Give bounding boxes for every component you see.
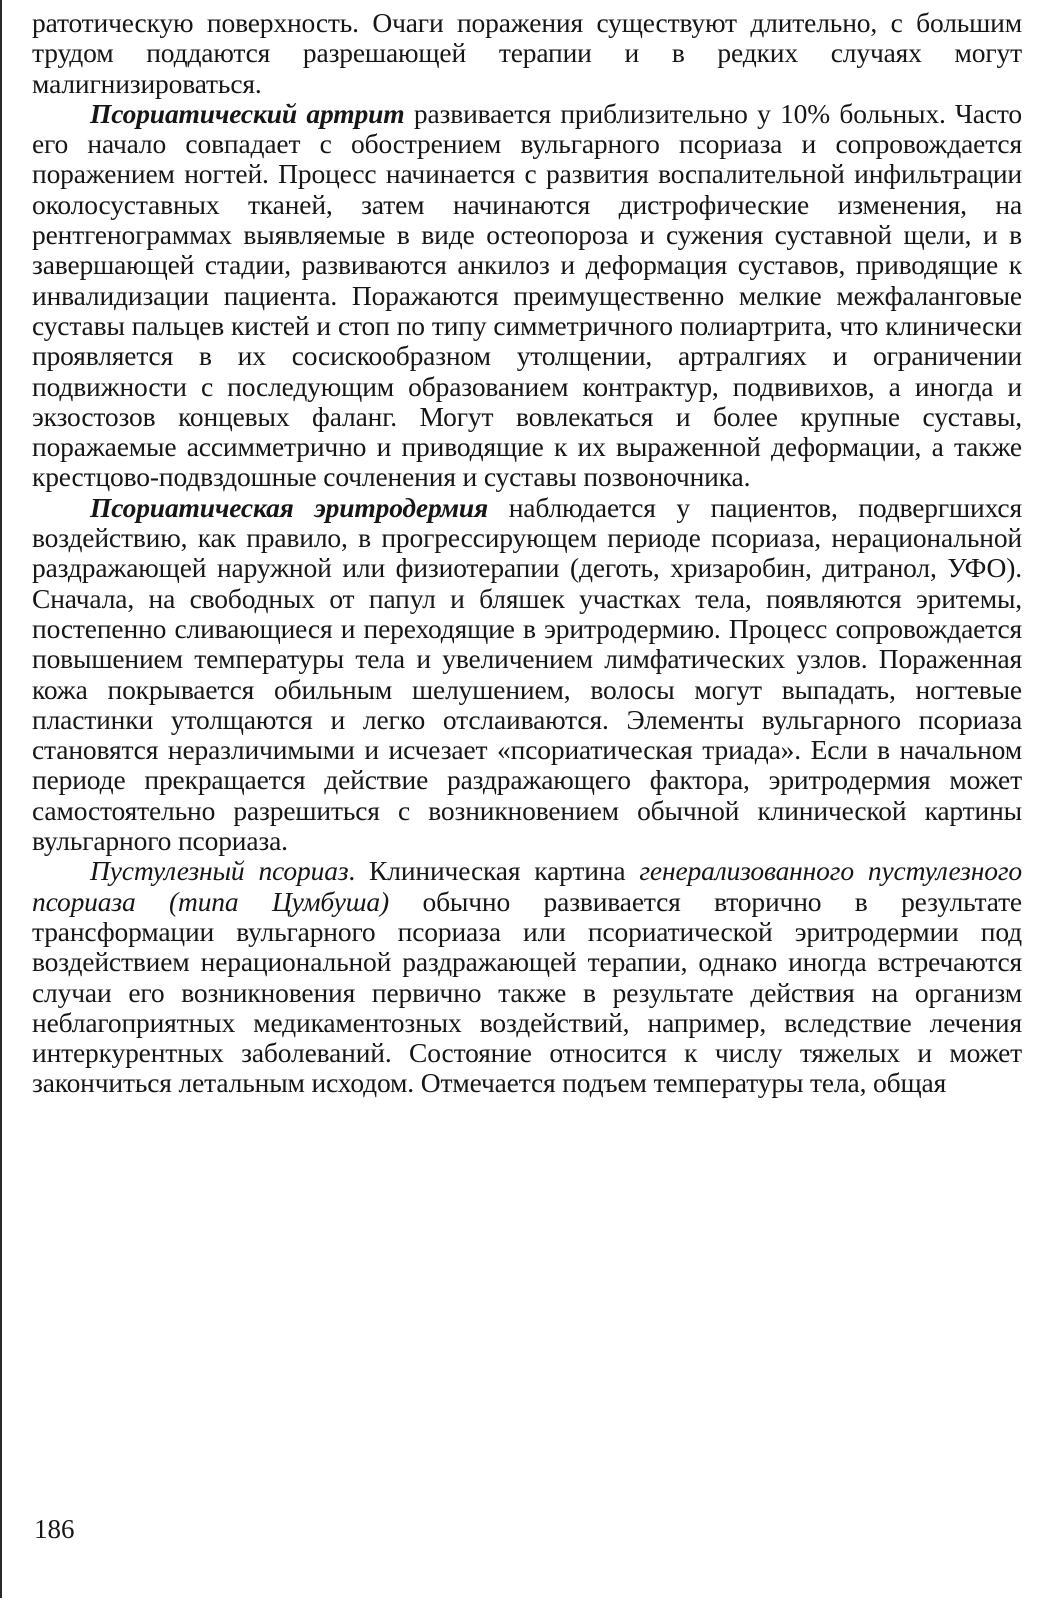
body-text: наблюдается у пациентов, подвергшихся воздействию, как правило, в прогрессирующем периоде псориаза, нерациональной раздражающей наружной или физиотерапии (деготь, хризаробин, дитранол, УФО). Сначала, на свободных от папул и бляшек участках тела, появляются эритемы, постепенно сливающиеся и переходящие в эритродермию. Процесс сопровождается повышением температуры тела и увеличением лимфатических узлов. Пораженная кожа покрывается обильным шелушением, волосы могут выпадать, ногтевые пластинки утолщаются и легко отслаиваются. Элементы вульгарного псориаза становятся неразличимыми и исчезает «псориатическая триада». Если в начальном периоде прекращается действие раздражающего фактора, эритродермия может самостоятельно разрешиться с возникновением обычной клинической картины вульгарного псориаза.	[32, 491, 1022, 857]
body-text: ратотическую поверхность. Очаги поражения существуют длительно, с большим трудом поддаются разрешающей терапии и в редких случаях могут малигнизироваться.	[32, 7, 1022, 99]
page-number: 186	[34, 1514, 75, 1544]
paragraph	[32, 99, 1022, 493]
paragraph	[32, 8, 1022, 99]
term-heading: Пустулезный псориаз	[90, 855, 349, 887]
body-text: . Клиническая картина	[348, 855, 640, 887]
body-text: обычно развивается вторично в результате трансформации вульгарного псориаза или псориатической эритродермии под воздействием нерациональной раздражающей терапии, однако иногда встречаются случаи его возникновения первично также в результате действия на организм неблагоприятных медикаментозных воздействий, например, вследствие лечения интеркурентных заболеваний. Состояние относится к числу тяжелых и может закончиться летальным исходом. Отмечается подъем температуры тела, общая	[32, 885, 1022, 1099]
term-heading: Псориатическая эритродермия	[90, 491, 489, 523]
paragraph	[32, 856, 1022, 1098]
paragraph	[32, 493, 1022, 857]
term-heading: генерализованного пустулезного псориаза (типа Цумбуша)	[32, 855, 1022, 917]
text-column	[32, 8, 1022, 1099]
term-heading: Псориатический артрит	[90, 97, 405, 129]
body-text: развивается приблизительно у 10% больных. Часто его начало совпадает с обострением вульгарного псориаза и сопровождается поражением ногтей. Процесс начинается с развития воспалительной инфильтрации околосуставных тканей, затем начинаются дистрофические изменения, на рентгенограммах выявляемые в виде остеопороза и сужения суставной щели, и в завершающей стадии, развиваются анкилоз и деформация суставов, приводящие к инвалидизации пациента. Поражаются преимущественно мелкие межфаланговые суставы пальцев кистей и стоп по типу симметричного полиартрита, что клинически проявляется в их сосискообразном утолщении, артралгиях и ограничении подвижности с последующим образованием контрактур, подвивихов, а иногда и экзостозов концевых фаланг. Могут вовлекаться и более крупные суставы, поражаемые ассимметрично и приводящие к их выраженной деформации, а также крестцово-подвздошные сочленения и суставы позвоночника.	[32, 97, 1022, 493]
